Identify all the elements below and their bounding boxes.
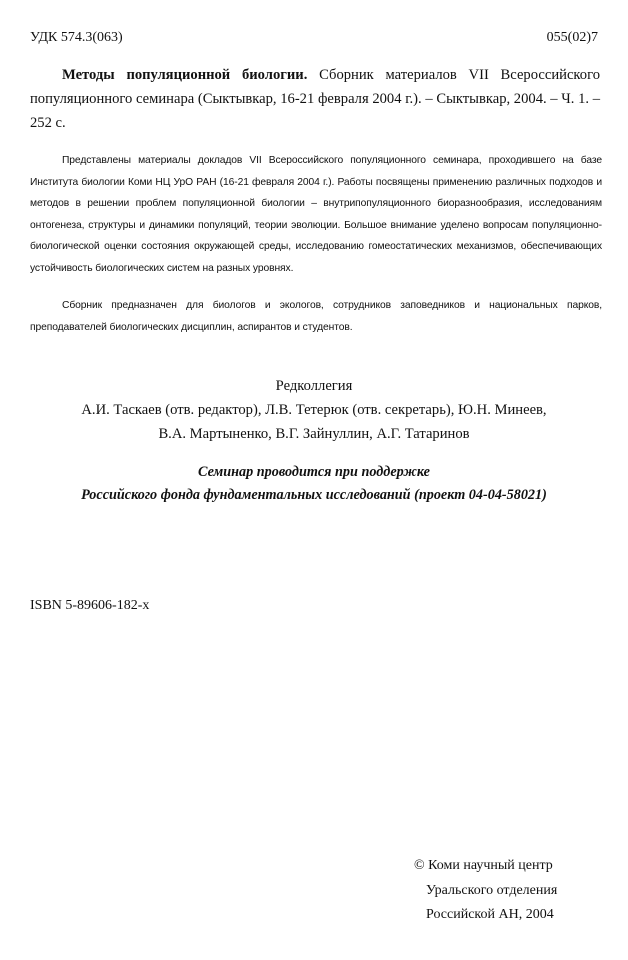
audience-paragraph: Сборник предназначен для биологов и экологов, сотрудников заповедников и национальных парков, преподавателей биологических дисциплин, аспирантов и студентов. — [30, 300, 602, 333]
editorial-board-line: В.А. Мартыненко, В.Г. Зайнуллин, А.Г. Татаринов — [158, 426, 470, 442]
editorial-board-title: Редколлегия — [275, 378, 353, 394]
udk-code: УДК 574.3(063) — [30, 30, 123, 45]
copyright-line: Уральского отделения — [426, 883, 558, 898]
support-note-line: Российского фонда фундаментальных исследований (проект 04-04-58021) — [81, 487, 547, 503]
citation-details: Сборник материалов VII Всероссийского популяционного семинара (Сыктывкар, 16-21 февраля 2004 г.). – Сыктывкар, 2004. – Ч. 1. – 252 с. — [30, 67, 600, 131]
bibliographic-citation — [30, 63, 600, 135]
isbn: ISBN 5-89606-182-x — [30, 598, 150, 613]
publication-code: 055(02)7 — [546, 30, 598, 45]
editorial-board-line: А.И. Таскаев (отв. редактор), Л.В. Тетерюк (отв. секретарь), Ю.Н. Минеев, — [81, 402, 547, 418]
copyright-line: © Коми научный центр — [414, 858, 553, 873]
book-title: Методы популяционной биологии. — [62, 67, 308, 83]
copyright-line: Российской АН, 2004 — [426, 907, 554, 922]
abstract-paragraph: Представлены материалы докладов VII Всероссийского популяционного семинара, проходившего на базе Института биологии Коми НЦ УрО РАН (16-21 февраля 2004 г.). Работы посвящены применению различных подходов и методов в решении проблем популяционной биологии – внутрипопуляционного биоразнообразия, исследованиям онтогенеза, структуры и динамики популяций, теории эволюции. Большое внимание уделено вопросам популяционно-биологической оценки состояния окружающей среды, исследованию гомеостатических механизмов, обеспечивающих устойчивость биологических систем на разных уровнях. — [30, 155, 602, 274]
support-note-line: Семинар проводится при поддержке — [198, 464, 430, 480]
